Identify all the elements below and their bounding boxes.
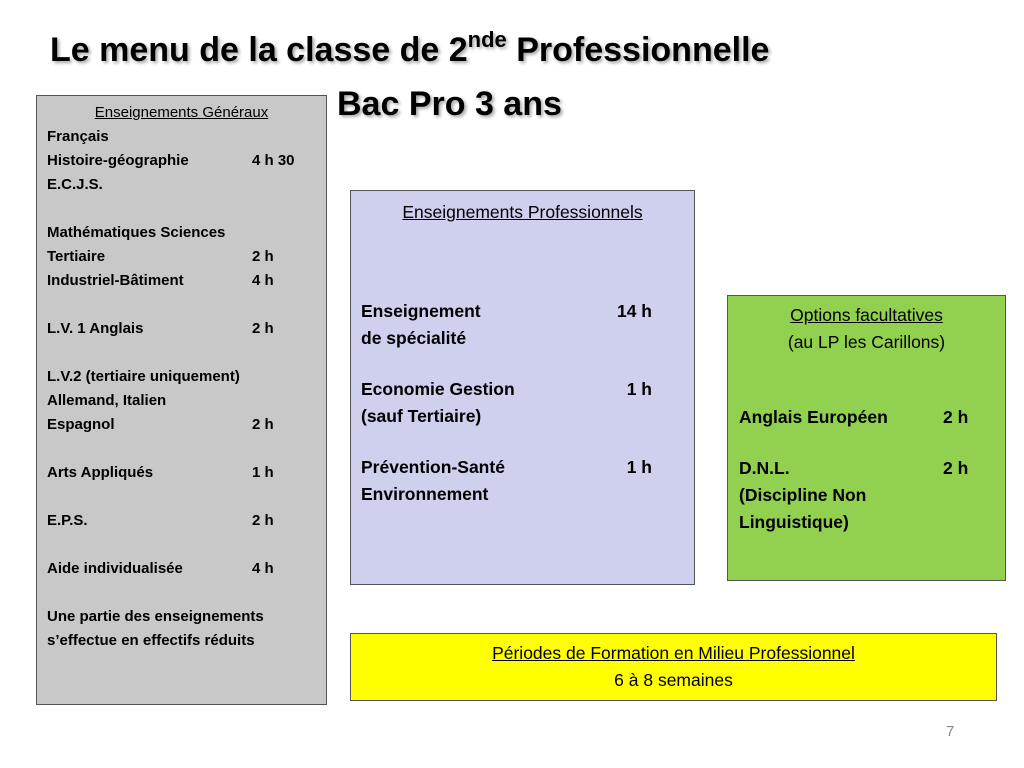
subject-label: (Discipline Non xyxy=(739,485,867,505)
subject-row xyxy=(47,557,326,581)
subject-hours: 4 h xyxy=(252,560,274,577)
subject-label: L.V. 1 Anglais xyxy=(47,320,144,337)
spacer xyxy=(361,250,694,274)
subject-row xyxy=(361,454,694,481)
spacer xyxy=(739,380,1005,404)
subject-row xyxy=(739,455,1005,482)
subject-label: Arts Appliqués xyxy=(47,464,154,481)
subject-label: L.V.2 (tertiaire uniquement) xyxy=(47,368,240,385)
subject-row xyxy=(47,605,326,629)
subject-row xyxy=(47,365,326,389)
subject-row xyxy=(47,461,326,485)
spacer xyxy=(739,431,1005,455)
subject-label: Economie Gestion xyxy=(361,379,515,399)
subject-row xyxy=(47,317,326,341)
subject-row xyxy=(47,389,326,413)
work-placement-heading: Périodes de Formation en Milieu Professionnel xyxy=(492,643,855,663)
subject-row xyxy=(47,125,326,149)
subject-hours: 2 h xyxy=(252,248,274,265)
subject-label: Anglais Européen xyxy=(739,407,888,427)
subject-row xyxy=(47,149,326,173)
subject-label: Enseignement xyxy=(361,301,481,321)
general-subjects-box xyxy=(36,95,327,705)
general-subjects-heading: Enseignements Généraux xyxy=(94,104,269,121)
subject-hours: 2 h xyxy=(252,416,274,433)
subject-row xyxy=(47,509,326,533)
title-text: Le menu de la classe de 2 xyxy=(50,31,468,69)
slide-title-line-2: Bac Pro 3 ans xyxy=(337,85,562,123)
subject-label: Histoire-géographie xyxy=(47,152,189,169)
subject-row xyxy=(47,629,326,653)
subject-row xyxy=(47,173,326,197)
subject-label: Une partie des enseignements xyxy=(47,608,264,625)
spacer xyxy=(739,356,1005,380)
subject-label: Allemand, Italien xyxy=(47,392,167,409)
subject-hours: 4 h xyxy=(252,272,274,289)
page-number: 7 xyxy=(946,723,955,740)
subject-row xyxy=(361,403,694,430)
work-placement-duration: 6 à 8 semaines xyxy=(614,670,733,690)
subject-label: Aide individualisée xyxy=(47,560,183,577)
spacer xyxy=(361,430,694,454)
optional-subjects-list xyxy=(739,356,1005,536)
subject-label: s’effectue en effectifs réduits xyxy=(47,632,255,649)
subject-label: Linguistique) xyxy=(739,512,849,532)
subject-row xyxy=(47,269,326,293)
title-superscript: nde xyxy=(467,27,507,52)
subject-row xyxy=(47,221,326,245)
professional-subjects-list xyxy=(361,226,694,508)
title-text-end: Professionnelle xyxy=(506,31,770,69)
spacer xyxy=(47,485,326,509)
subject-row xyxy=(361,481,694,508)
professional-subjects-heading: Enseignements Professionnels xyxy=(402,202,643,222)
spacer xyxy=(47,293,326,317)
spacer xyxy=(47,581,326,605)
optional-subjects-heading: Options facultatives xyxy=(790,305,943,325)
subject-label: (sauf Tertiaire) xyxy=(361,406,482,426)
subject-label: E.P.S. xyxy=(47,512,88,529)
subject-hours: 1 h xyxy=(626,379,652,399)
subject-label: Industriel-Bâtiment xyxy=(47,272,184,289)
subject-hours: 2 h xyxy=(252,320,274,337)
subject-hours: 1 h xyxy=(252,464,274,481)
optional-subjects-subheading: (au LP les Carillons) xyxy=(787,332,946,352)
spacer xyxy=(361,226,694,250)
subject-row xyxy=(47,413,326,437)
work-placement-box xyxy=(350,633,997,701)
subject-label: Espagnol xyxy=(47,416,115,433)
subject-label: Environnement xyxy=(361,484,489,504)
subject-hours: 2 h xyxy=(943,407,969,427)
subject-hours: 4 h 30 xyxy=(252,152,295,169)
subject-row xyxy=(361,298,694,325)
subject-row xyxy=(739,404,1005,431)
spacer xyxy=(361,274,694,298)
slide-title-line-1 xyxy=(50,27,770,70)
subject-label: D.N.L. xyxy=(739,458,790,478)
subject-row xyxy=(361,376,694,403)
general-subjects-list xyxy=(47,125,326,653)
subject-row xyxy=(739,482,1005,509)
subject-hours: 2 h xyxy=(943,458,969,478)
subject-hours: 2 h xyxy=(252,512,274,529)
subject-row xyxy=(739,509,1005,536)
subject-hours: 1 h xyxy=(626,457,652,477)
spacer xyxy=(47,533,326,557)
professional-subjects-box xyxy=(350,190,695,585)
subject-label: Mathématiques Sciences xyxy=(47,224,226,241)
subject-label: E.C.J.S. xyxy=(47,176,103,193)
subject-label: Français xyxy=(47,128,109,145)
subject-label: de spécialité xyxy=(361,328,467,348)
subject-row xyxy=(361,325,694,352)
subject-row xyxy=(47,245,326,269)
spacer xyxy=(47,437,326,461)
subject-hours: 14 h xyxy=(616,301,652,321)
spacer xyxy=(47,197,326,221)
spacer xyxy=(361,352,694,376)
subject-label: Prévention-Santé xyxy=(361,457,505,477)
spacer xyxy=(47,341,326,365)
subject-label: Tertiaire xyxy=(47,248,106,265)
optional-subjects-box xyxy=(727,295,1006,581)
